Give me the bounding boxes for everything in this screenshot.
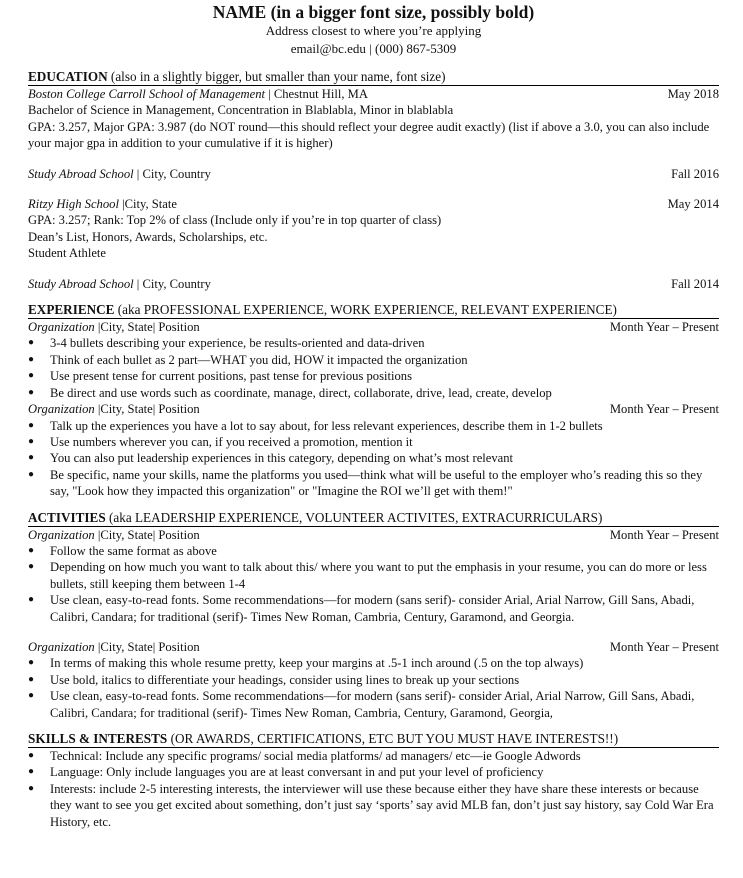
school-name: Study Abroad School bbox=[28, 166, 134, 181]
organization-name: Organization bbox=[28, 320, 95, 335]
bullet-item: ● Think of each bullet as 2 part—WHAT you did, HOW it impacted the organization bbox=[28, 352, 719, 368]
school-date: Fall 2014 bbox=[671, 276, 719, 291]
bullet-item: ● Depending on how much you want to talk about this/ where you want to put the emphasis in your resume, you can do more or less bullets, still keeping them between 1-4 bbox=[28, 559, 719, 592]
skill-item: ● Language: Only include languages you are at least conversant in and put your level of proficiency bbox=[28, 764, 719, 780]
education-line: Student Athlete bbox=[28, 246, 107, 261]
job-header bbox=[28, 319, 719, 335]
skills-heading bbox=[28, 730, 719, 748]
position-info: |City, State| Position bbox=[94, 527, 200, 542]
activity-header bbox=[28, 639, 719, 655]
skills-title: SKILLS & INTERESTS bbox=[28, 731, 168, 746]
education-entry-header bbox=[28, 276, 719, 292]
bullet-item: ● Use clean, easy-to-read fonts. Some recommendations—for modern (sans serif)- consider Arial, Arial Narrow, Gill Sans, Abadi, Calibri, Candara; for traditional (serif)- Times New Roman, Cambria, Century, Garamond, Georgia, bbox=[28, 688, 719, 721]
skill-item: ● Technical: Include any specific programs/ social media platforms/ ad managers/ etc—ie Google Adwords bbox=[28, 748, 719, 764]
activity-date: Month Year – Present bbox=[609, 639, 719, 654]
activity-header bbox=[28, 527, 719, 543]
experience-title: EXPERIENCE bbox=[28, 302, 115, 318]
school-location: |City, State bbox=[118, 197, 177, 212]
position-info: |City, State| Position bbox=[94, 639, 200, 654]
position-info: |City, State| Position bbox=[94, 320, 200, 335]
bullet-list bbox=[28, 335, 719, 401]
school-location: | Chestnut Hill, MA bbox=[265, 87, 368, 101]
bullet-item: ● Use numbers wherever you can, if you received a promotion, mention it bbox=[28, 434, 719, 450]
school-name: Study Abroad School bbox=[28, 276, 134, 291]
education-section bbox=[28, 86, 719, 292]
bullet-list bbox=[28, 543, 719, 625]
job-date: Month Year – Present bbox=[609, 402, 719, 417]
activities-heading bbox=[28, 509, 719, 527]
bullet-item: ● 3-4 bullets describing your experience, be results-oriented and data-driven bbox=[28, 335, 719, 351]
skills-note: (OR AWARDS, CERTIFICATIONS, ETC BUT YOU MUST HAVE INTERESTS!!) bbox=[167, 731, 619, 746]
address-line: Address closest to where you’re applying bbox=[265, 23, 482, 38]
bullet-item: ● Use clean, easy-to-read fonts. Some recommendations—for modern (sans serif)- consider Arial, Arial Narrow, Gill Sans, Abadi, Calibri, Candara; for traditional (serif)- Times New Roman, Cambria, Century, Garamond, and Georgia. bbox=[28, 592, 719, 625]
skills-list bbox=[28, 748, 719, 830]
bullet-item: ● Use present tense for current positions, past tense for previous positions bbox=[28, 368, 719, 384]
bullet-item: ● Follow the same format as above bbox=[28, 543, 719, 559]
bullet-item: ● You can also put leadership experiences in this category, depending on what’s most relevant bbox=[28, 450, 719, 466]
organization-name: Organization bbox=[28, 527, 95, 542]
education-line: GPA: 3.257, Major GPA: 3.987 (do NOT round—this should reflect your degree audit exactly) (list if above a 3.0, you can also include your major gpa in addition to your cumulative if it is higher) bbox=[28, 119, 710, 151]
position-info: |City, State| Position bbox=[94, 402, 200, 417]
bullet-list bbox=[28, 418, 719, 500]
education-heading bbox=[28, 68, 719, 86]
education-entry-header bbox=[28, 196, 719, 212]
school-date: May 2014 bbox=[667, 197, 719, 212]
activities-section bbox=[28, 527, 719, 721]
job-date: Month Year – Present bbox=[609, 320, 719, 335]
education-entry-header bbox=[28, 166, 719, 182]
bullet-item: ● Be specific, name your skills, name the platforms you used—think what will be useful to the employer who’s reading this so they say, "Look how they impacted this organization" or "Imagine the ROI we’ll get with them!" bbox=[28, 467, 719, 500]
school-date: Fall 2016 bbox=[671, 166, 719, 181]
bullet-item: ● Use bold, italics to differentiate your headings, consider using lines to break up your sections bbox=[28, 672, 719, 688]
bullet-list bbox=[28, 655, 719, 721]
skill-item: ● Interests: include 2-5 interesting interests, the interviewer will use these because either they have share these interests or because they want to see you get excited about something, don’t just say ‘sports’ say avid MLB fan, don’t just say history, say Cold War Era History, etc. bbox=[28, 781, 719, 830]
school-name: Ritzy High School bbox=[28, 197, 119, 212]
bullet-item: ● Talk up the experiences you have a lot to say about, for less relevant experiences, describe them in 1-2 bullets bbox=[28, 418, 719, 434]
school-location: | City, Country bbox=[133, 276, 211, 291]
resume-header bbox=[28, 0, 719, 58]
education-line: Bachelor of Science in Management, Concentration in Blablabla, Minor in blablabla bbox=[28, 103, 454, 118]
applicant-name: NAME (in a bigger font size, possibly bold) bbox=[212, 2, 535, 22]
school-location: | City, Country bbox=[133, 166, 211, 181]
education-line: GPA: 3.257; Rank: Top 2% of class (Include only if you’re in top quarter of class) bbox=[28, 213, 442, 228]
education-line: Dean’s List, Honors, Awards, Scholarships, etc. bbox=[28, 229, 268, 244]
activities-title: ACTIVITIES bbox=[28, 509, 106, 525]
education-entry-header bbox=[28, 86, 719, 102]
experience-heading bbox=[28, 301, 719, 319]
job-header bbox=[28, 401, 719, 417]
contact-line: email@bc.edu | (000) 867-5309 bbox=[290, 41, 457, 56]
school-name: Boston College Carroll School of Management bbox=[28, 87, 266, 101]
bullet-item: ● In terms of making this whole resume pretty, keep your margins at .5-1 inch around (.5 on the top always) bbox=[28, 655, 719, 671]
experience-note: (aka PROFESSIONAL EXPERIENCE, WORK EXPERIENCE, RELEVANT EXPERIENCE) bbox=[114, 302, 617, 318]
experience-section bbox=[28, 319, 719, 499]
education-note: (also in a slightly bigger, but smaller than your name, font size) bbox=[107, 69, 446, 84]
organization-name: Organization bbox=[28, 402, 95, 417]
activity-date: Month Year – Present bbox=[609, 527, 719, 542]
education-title: EDUCATION bbox=[28, 69, 108, 84]
school-date: May 2018 bbox=[667, 87, 719, 101]
activities-note: (aka LEADERSHIP EXPERIENCE, VOLUNTEER ACTIVITES, EXTRACURRICULARS) bbox=[105, 509, 603, 525]
bullet-item: ● Be direct and use words such as coordinate, manage, direct, collaborate, drive, lead, create, develop bbox=[28, 385, 719, 401]
organization-name: Organization bbox=[28, 639, 95, 654]
